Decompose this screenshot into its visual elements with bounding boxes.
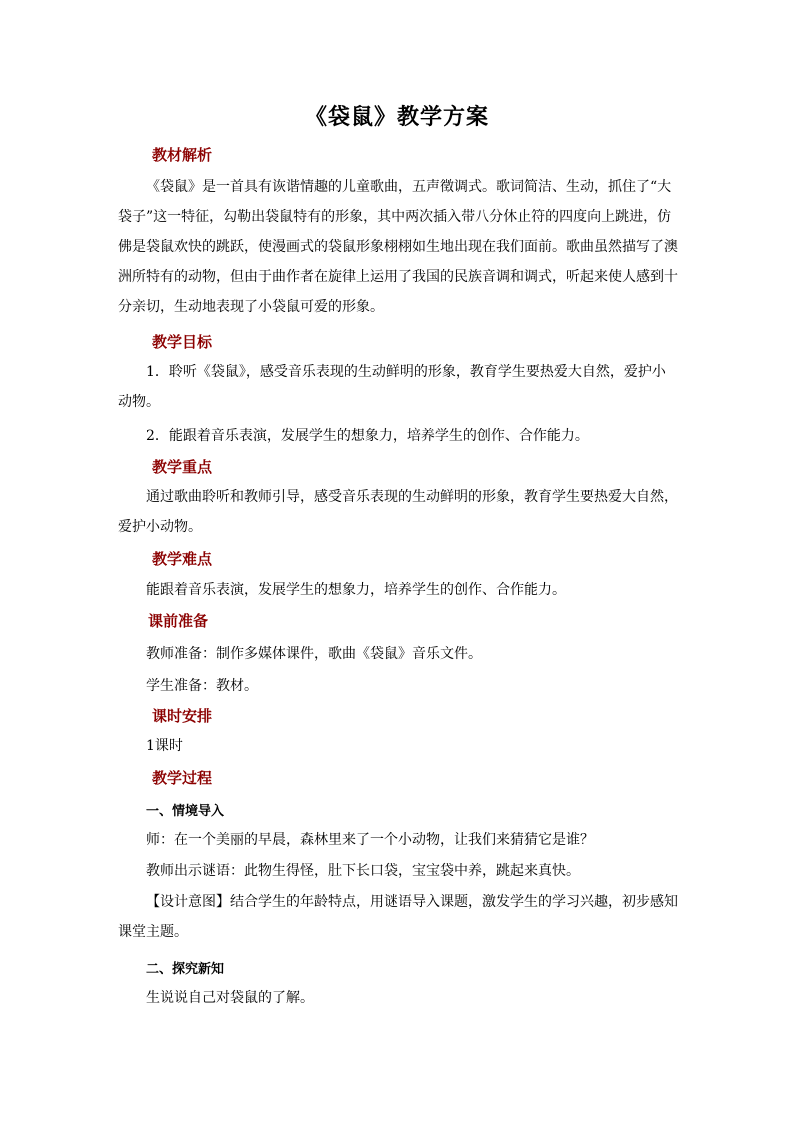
schedule-value: 1课时: [146, 738, 183, 754]
process-step1-line1: 师：在一个美丽的早晨，森林里来了一个小动物，让我们来猜猜它是谁？: [146, 832, 594, 848]
page-title: 《袋鼠》教学方案: [304, 104, 489, 130]
preparation-student: 学生准备：教材。: [146, 678, 258, 694]
heading-difficulties: 教学难点: [152, 550, 213, 568]
process-step1-line2: 教师出示谜语：此物生得怪，肚下长口袋，宝宝袋中养，跳起来真快。: [146, 863, 580, 879]
process-step1-design: 【设计意图】结合学生的年龄特点，用谜语导入课题，激发学生的学习兴趣，初步感知课堂主题。: [118, 894, 678, 940]
heading-preparation: 课前准备: [148, 612, 209, 630]
analysis-paragraph: 《袋鼠》是一首具有诙谐情趣的儿童歌曲，五声徵调式。歌词简洁、生动，抓住了“大袋子”这一特征，勾勒出袋鼠特有的形象，其中两次插入带八分休止符的四度向上跳进，仿佛是袋鼠欢快的跳跃，使漫画式的袋鼠形象栩栩如生地出现在我们面前。歌曲虽然描写了澳洲所特有的动物，但由于曲作者在旋律上运用了我国的民族音调和调式，听起来使人感到十分亲切，生动地表现了小袋鼠可爱的形象。: [118, 179, 678, 315]
key-points-paragraph: 通过歌曲聆听和教师引导，感受音乐表现的生动鲜明的形象，教育学生要热爱大自然，爱护小动物。: [118, 489, 678, 535]
heading-schedule: 课时安排: [152, 707, 213, 725]
process-step2-title: 二、探究新知: [146, 962, 225, 977]
goal-item-1: 1．聆听《袋鼠》，感受音乐表现的生动鲜明的形象，教育学生要热爱大自然，爱护小动物。: [118, 364, 666, 410]
heading-key-points: 教学重点: [152, 458, 213, 476]
process-step2-line1: 生说说自己对袋鼠的了解。: [146, 990, 314, 1006]
heading-process: 教学过程: [152, 769, 213, 787]
goal-item-2: 2．能跟着音乐表演，发展学生的想象力，培养学生的创作、合作能力。: [146, 428, 589, 444]
heading-goals: 教学目标: [152, 333, 213, 351]
heading-analysis: 教材解析: [152, 146, 213, 164]
process-step1-title: 一、情境导入: [146, 804, 225, 819]
preparation-teacher: 教师准备：制作多媒体课件，歌曲《袋鼠》音乐文件。: [146, 646, 482, 662]
difficulties-paragraph: 能跟着音乐表演，发展学生的想象力，培养学生的创作、合作能力。: [146, 582, 566, 598]
